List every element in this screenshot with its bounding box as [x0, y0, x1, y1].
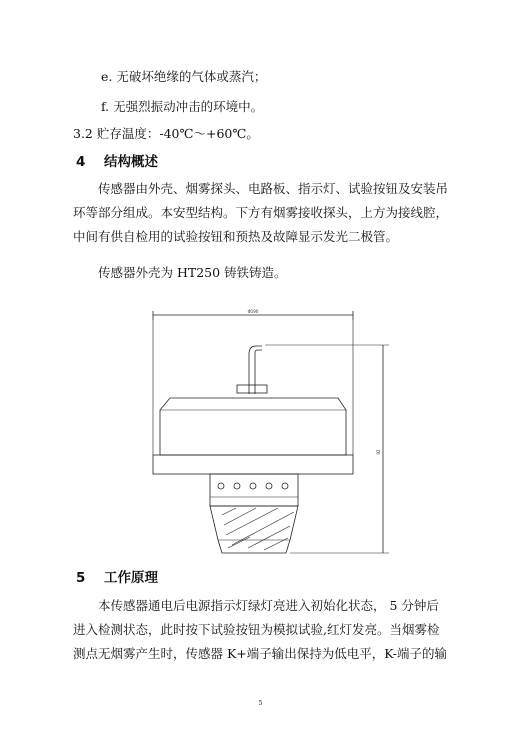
- paragraph-line: 进入检测状态，此时按下试验按钮为模拟试验,红灯发亮。当烟雾检: [73, 622, 440, 637]
- section-5-heading: [76, 569, 158, 587]
- housing-rim: [153, 455, 353, 474]
- paragraph-line: 中间有供自检用的试验按钮和预热及故障显示发光二极管。: [73, 229, 399, 244]
- page-number: 5: [258, 700, 263, 707]
- list-text: 无破坏绝缘的气体或蒸汽；: [116, 69, 267, 84]
- section-title: 工作原理: [104, 570, 158, 586]
- paragraph-line: 传感器由外壳、烟雾探头、电路板、指示灯、试验按钮及安装吊: [98, 181, 449, 196]
- list-marker: f.: [101, 99, 110, 114]
- height-dimension-label: 92: [376, 449, 381, 455]
- section-title: 结构概述: [104, 154, 158, 170]
- section-5-paragraph: [73, 594, 455, 666]
- housing-material-line: 传感器外壳为 HT250 铸铁铸造。: [98, 265, 287, 280]
- paragraph-line: 环等部分组成。本安型结构。下方有烟雾接收探头，上方为接线腔，: [73, 205, 449, 220]
- top-nut: [237, 385, 267, 393]
- paragraph-line: 本传感器通电后电源指示灯绿灯亮进入初始化状态， 5 分钟后: [98, 598, 439, 613]
- storage-temperature-line: 3.2 贮存温度：-40℃～+60℃。: [73, 126, 259, 141]
- list-text: 无强烈振动冲击的环境中。: [113, 99, 264, 114]
- probe-grille: [222, 508, 294, 550]
- hanging-ring: [249, 346, 262, 394]
- width-dimension-label: Φ190: [247, 309, 259, 314]
- section-number: 5: [76, 570, 86, 586]
- paragraph-line: 测点无烟雾产生时，传感器 K+端子输出保持为低电平，K-端子的输: [73, 646, 447, 661]
- section-number: 4: [76, 154, 86, 170]
- sensor-body: [210, 474, 298, 506]
- housing-dome: [160, 398, 346, 455]
- smoke-probe: [210, 506, 298, 553]
- list-marker: e.: [101, 69, 113, 84]
